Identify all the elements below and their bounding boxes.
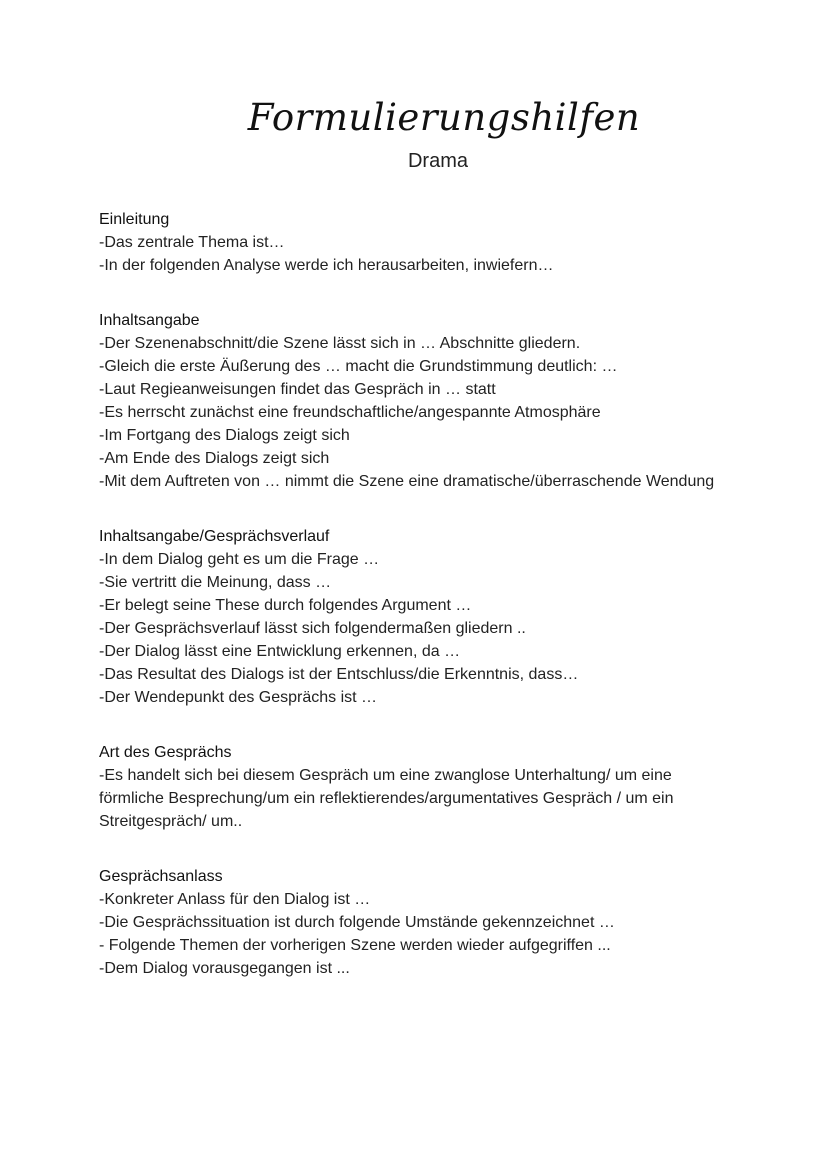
section-art-des-gespraechs bbox=[99, 741, 739, 833]
section-line: -Der Dialog lässt eine Entwicklung erkennen, da … bbox=[99, 643, 461, 660]
section-heading: Inhaltsangabe bbox=[99, 312, 200, 329]
section-line: -Die Gesprächssituation ist durch folgende Umstände gekennzeichnet … bbox=[99, 914, 615, 931]
section-line: -Es handelt sich bei diesem Gespräch um eine zwanglose Unterhaltung/ um eine förmliche Besprechung/um ein reflektierendes/argumentatives Gespräch / um ein Streitgespräch/ um.. bbox=[99, 767, 674, 830]
section-line: -Er belegt seine These durch folgendes Argument … bbox=[99, 597, 472, 614]
section-line: -In dem Dialog geht es um die Frage … bbox=[99, 551, 380, 568]
section-line: -Dem Dialog vorausgegangen ist ... bbox=[99, 960, 350, 977]
section-line: -Der Gesprächsverlauf lässt sich folgendermaßen gliedern .. bbox=[99, 620, 526, 637]
section-heading: Art des Gesprächs bbox=[99, 744, 232, 761]
section-line: -Sie vertritt die Meinung, dass … bbox=[99, 574, 332, 591]
section-line: -Im Fortgang des Dialogs zeigt sich bbox=[99, 427, 350, 444]
section-einleitung bbox=[99, 208, 739, 277]
section-line: -Am Ende des Dialogs zeigt sich bbox=[99, 450, 330, 467]
section-line: -Mit dem Auftreten von … nimmt die Szene eine dramatische/überraschende Wendung bbox=[99, 473, 715, 490]
section-line: -Der Wendepunkt des Gesprächs ist … bbox=[99, 689, 378, 706]
section-line: -In der folgenden Analyse werde ich herausarbeiten, inwiefern… bbox=[99, 257, 554, 274]
document-title: Formulierungshilfen bbox=[247, 96, 641, 139]
section-gespraechsverlauf bbox=[99, 525, 739, 709]
section-line: -Das zentrale Thema ist… bbox=[99, 234, 285, 251]
document-subtitle: Drama bbox=[407, 150, 468, 172]
section-gespraechsanlass bbox=[99, 865, 739, 980]
section-line: - Folgende Themen der vorherigen Szene werden wieder aufgegriffen ... bbox=[99, 937, 611, 954]
section-line: -Das Resultat des Dialogs ist der Entschluss/die Erkenntnis, dass… bbox=[99, 666, 579, 683]
section-heading: Gesprächsanlass bbox=[99, 868, 223, 885]
section-line: -Laut Regieanweisungen findet das Gespräch in … statt bbox=[99, 381, 496, 398]
section-line: -Es herrscht zunächst eine freundschaftliche/angespannte Atmosphäre bbox=[99, 404, 601, 421]
section-heading: Einleitung bbox=[99, 211, 170, 228]
section-heading: Inhaltsangabe/Gesprächsverlauf bbox=[99, 528, 330, 545]
section-line: -Konkreter Anlass für den Dialog ist … bbox=[99, 891, 371, 908]
document-body bbox=[99, 208, 739, 1012]
section-line: -Gleich die erste Äußerung des … macht die Grundstimmung deutlich: … bbox=[99, 358, 618, 375]
section-inhaltsangabe bbox=[99, 309, 739, 493]
section-line: -Der Szenenabschnitt/die Szene lässt sich in … Abschnitte gliedern. bbox=[99, 335, 581, 352]
